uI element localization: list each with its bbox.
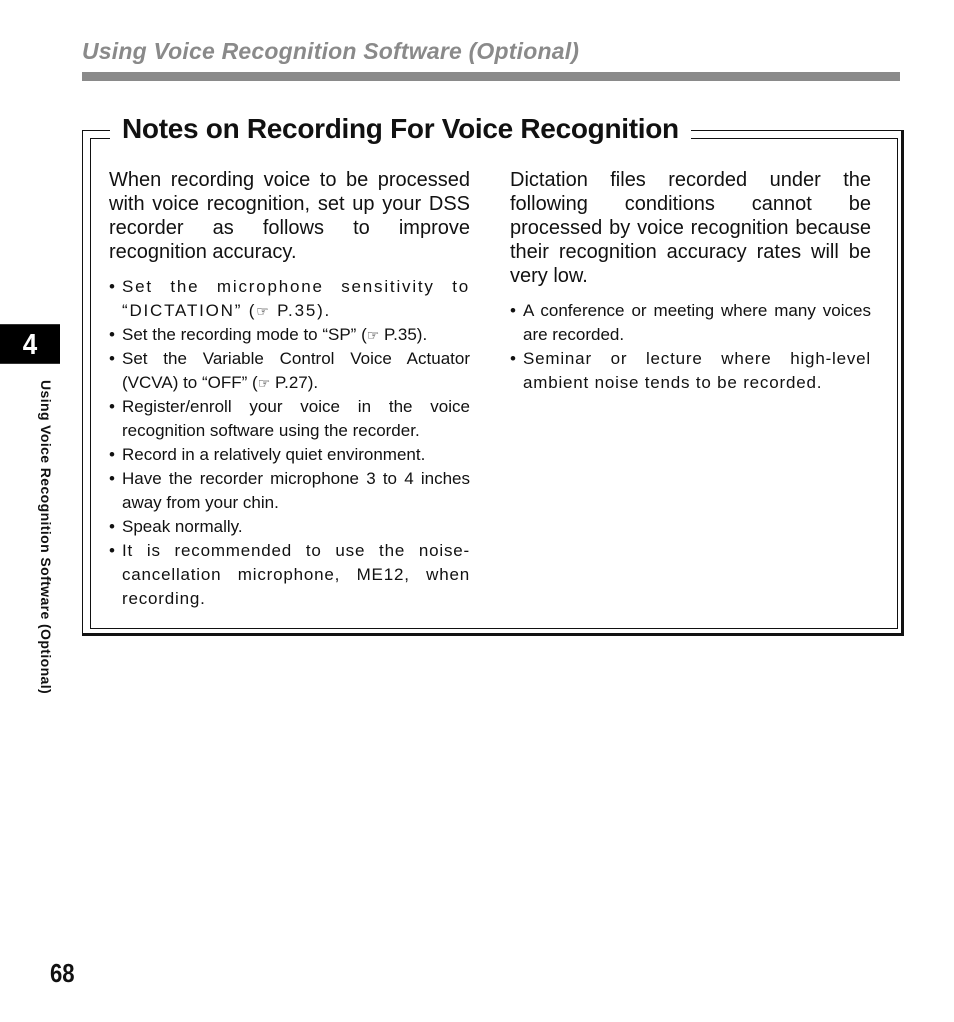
page-number: 68: [50, 958, 75, 988]
left-bullet-list: [109, 275, 470, 611]
hand-pointer-icon: ☞: [257, 375, 271, 391]
bullet-text: Set the microphone sensitivity to “DICTATION” (: [122, 277, 470, 320]
list-item: • Have the recorder microphone 3 to 4 inches away from your chin.: [109, 467, 470, 515]
chapter-side-label: Using Voice Recognition Software (Optional): [38, 380, 54, 695]
right-bullet-list: [510, 299, 871, 395]
list-item: • It is recommended to use the noise-cancellation microphone, ME12, when recording.: [109, 539, 470, 611]
section-title-rule: [82, 72, 900, 81]
page-reference: P.27).: [274, 373, 319, 392]
bullet-text: Set the Variable Control Voice Actuator (VCVA) to “OFF” (: [122, 349, 470, 392]
left-intro: When recording voice to be processed with voice recognition, set up your DSS recorder as follows to improve recognition accuracy.: [109, 169, 470, 263]
hand-pointer-icon: ☞: [256, 303, 271, 319]
right-column: [510, 168, 871, 395]
chapter-tab: 4: [0, 324, 60, 364]
list-item: • Speak normally.: [109, 515, 470, 539]
left-column: [109, 168, 470, 611]
list-item: [109, 347, 470, 395]
page-reference: P.35).: [384, 325, 428, 344]
list-item: • A conference or meeting where many voices are recorded.: [510, 299, 871, 347]
hand-pointer-icon: ☞: [366, 327, 380, 343]
section-title: Using Voice Recognition Software (Optional): [82, 38, 580, 64]
notes-box-title: Notes on Recording For Voice Recognition: [110, 113, 691, 145]
list-item: • Register/enroll your voice in the voice recognition software using the recorder.: [109, 395, 470, 443]
list-item: • Seminar or lecture where high-level ambient noise tends to be recorded.: [510, 347, 871, 395]
list-item: [109, 323, 470, 347]
list-item: [109, 275, 470, 323]
bullet-text: Set the recording mode to “SP” (: [122, 325, 367, 344]
page-reference: P.35).: [277, 301, 332, 320]
list-item: • Record in a relatively quiet environment.: [109, 443, 470, 467]
right-intro: Dictation files recorded under the following conditions cannot be processed by voice recognition because their recognition accuracy rates will be very low.: [510, 169, 871, 287]
